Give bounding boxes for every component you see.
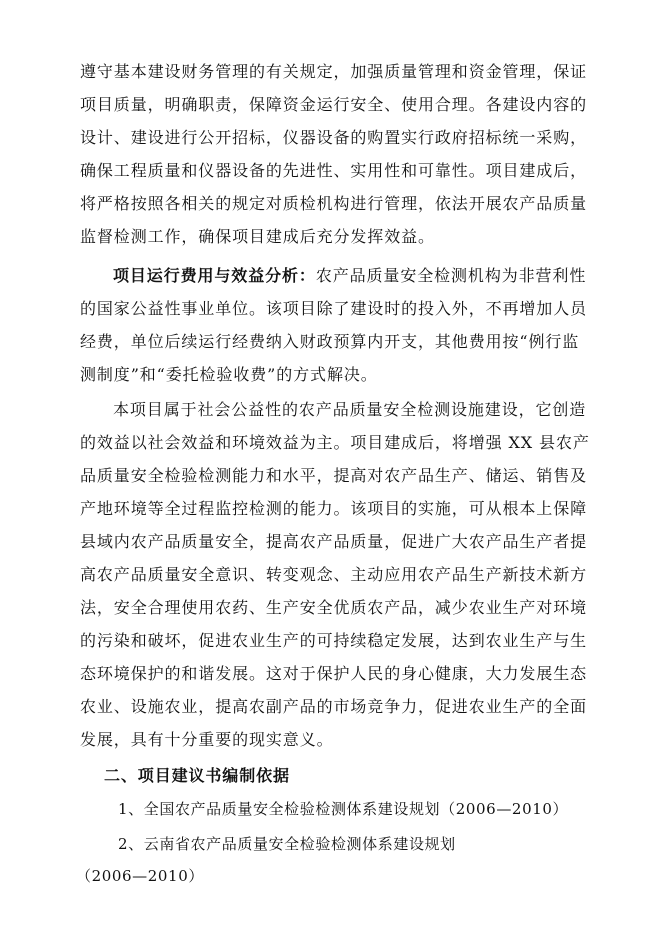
reference-1: 1、全国农产品质量安全检验检测体系建设规划（2006—2010） <box>118 800 569 818</box>
paragraph-1-line-1: 遵守基本建设财务管理的有关规定，加强质量管理和资金管理，保证 <box>80 62 588 81</box>
paragraph-1-line-4: 确保工程质量和仪器设备的先进性、实用性和可靠性。项目建成后， <box>80 161 588 180</box>
paragraph-2-first-rest: 农产品质量安全检测机构为非营利性 <box>315 266 587 285</box>
paragraph-2-lead: 项目运行费用与效益分析： <box>113 266 316 285</box>
paragraph-2-line-2: 的国家公益性事业单位。该项目除了建设时的投入外，不再增加人员 <box>80 299 588 318</box>
paragraph-3-line-11: 发展，具有十分重要的现实意义。 <box>80 730 334 749</box>
paragraph-1-line-6: 监督检测工作，确保项目建成后充分发挥效益。 <box>80 227 435 246</box>
paragraph-3-line-4: 产地环境等全过程监控检测的能力。该项目的实施，可从根本上保障 <box>80 499 588 518</box>
paragraph-3-line-8: 的污染和破坏，促进农业生产的可持续稳定发展，达到农业生产与生 <box>80 631 588 650</box>
section-heading: 二、项目建议书编制依据 <box>104 766 290 785</box>
paragraph-1-line-5: 将严格按照各相关的规定对质检机构进行管理，依法开展农产品质量 <box>80 194 588 213</box>
paragraph-3-line-10: 农业、设施农业，提高农副产品的市场竞争力，促进农业生产的全面 <box>80 697 588 716</box>
paragraph-3-line-9: 态环境保护的和谐发展。这对于保护人民的身心健康，大力发展生态 <box>80 664 588 683</box>
paragraph-2-line-4: 测制度”和“委托检验收费”的方式解决。 <box>80 365 378 384</box>
paragraph-3-line-7: 法，安全合理使用农药、生产安全优质农产品，减少农业生产对环境 <box>80 598 588 617</box>
paragraph-3-line-3: 品质量安全检验检测能力和水平，提高对农产品生产、储运、销售及 <box>80 466 588 485</box>
paragraph-3-line-1: 本项目属于社会公益性的农产品质量安全检测设施建设，它创造 <box>113 400 587 419</box>
paragraph-1-line-2: 项目质量，明确职责，保障资金运行安全、使用合理。各建设内容的 <box>80 95 588 114</box>
paragraph-1-line-3: 设计、建设进行公开招标，仪器设备的购置实行政府招标统一采购， <box>80 128 588 147</box>
reference-2: 2、云南省农产品质量安全检验检测体系建设规划 <box>118 835 456 853</box>
paragraph-3-line-2: 的效益以社会效益和环境效益为主。项目建成后，将增强 XX 县农产 <box>80 433 590 452</box>
paragraph-3-line-5: 县域内农产品质量安全，提高农产品质量，促进广大农产品生产者提 <box>80 532 588 551</box>
paragraph-3-line-6: 高农产品质量安全意识、转变观念、主动应用农产品生产新技术新方 <box>80 565 588 584</box>
paragraph-2-line-3: 经费，单位后续运行经费纳入财政预算内开支，其他费用按“例行监 <box>80 332 580 351</box>
paragraph-2-line-1 <box>113 266 586 286</box>
reference-2-continued: （2006—2010） <box>76 867 204 885</box>
